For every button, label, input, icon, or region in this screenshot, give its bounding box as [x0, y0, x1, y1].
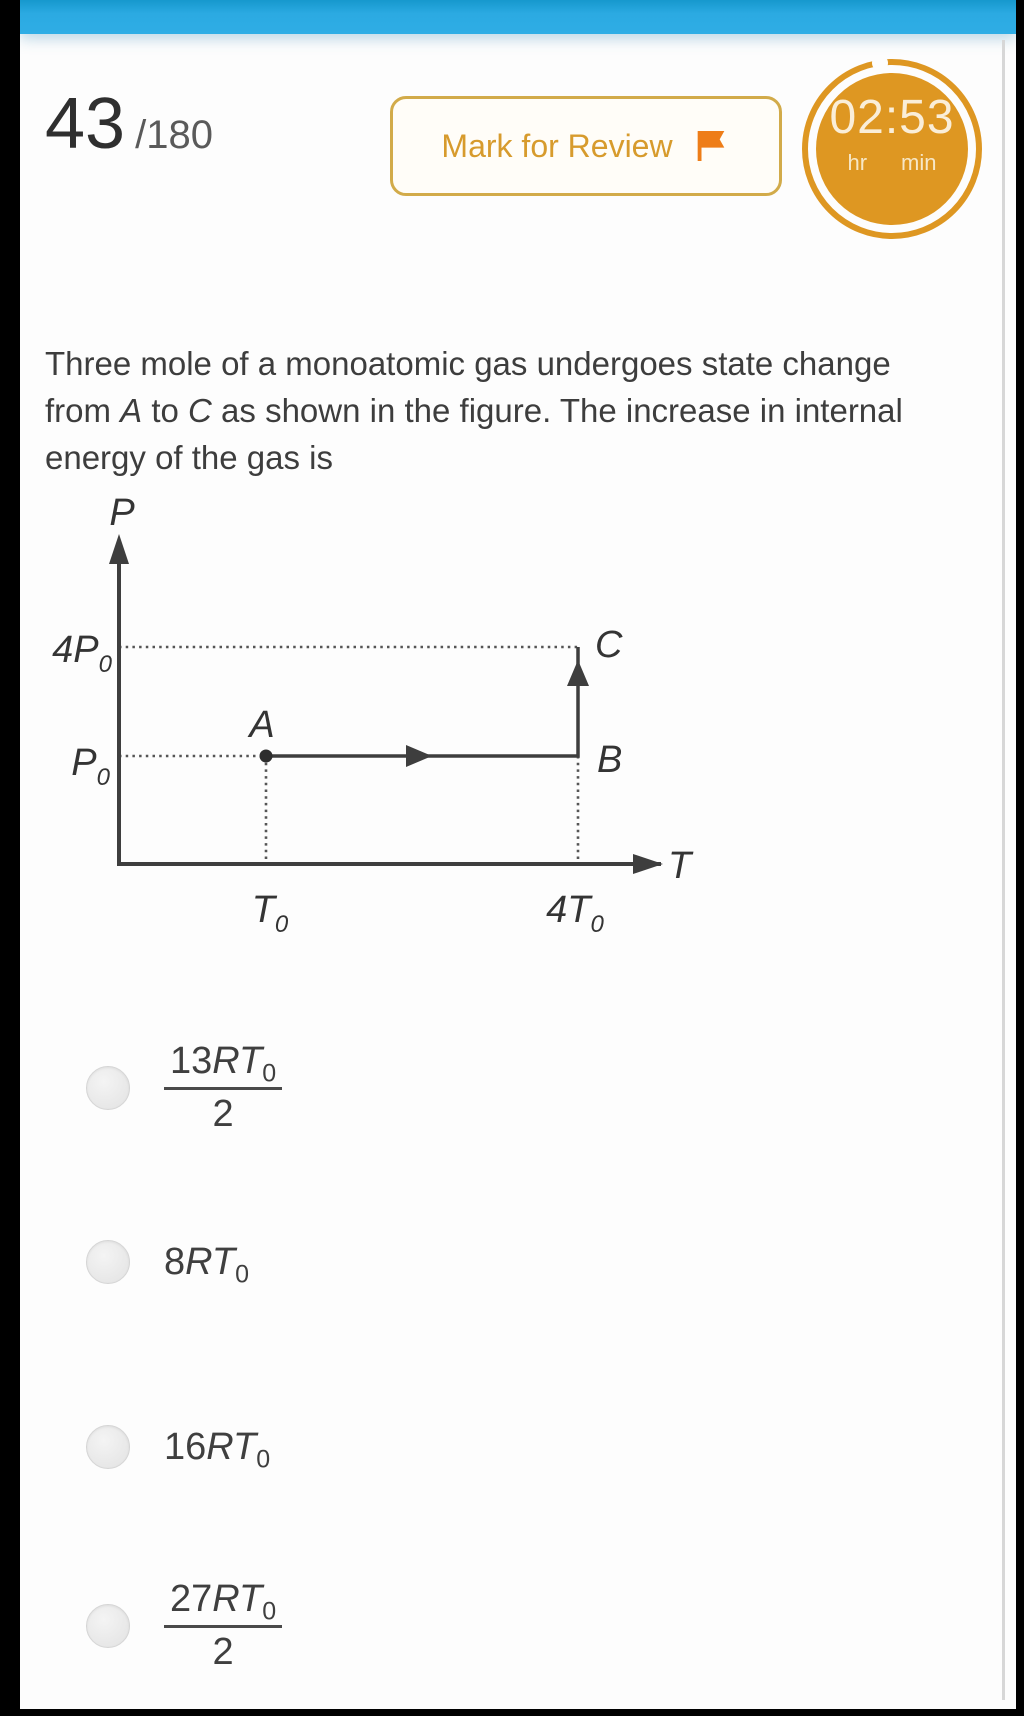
- figure-point-C-label: C: [595, 624, 623, 666]
- answer-option-4[interactable]: [86, 1568, 282, 1684]
- timer-ring-icon: [797, 54, 987, 244]
- question-text: [45, 340, 985, 481]
- question-line: Three mole of a monoatomic gas undergoes state change: [45, 345, 891, 382]
- radio-button[interactable]: [86, 1240, 130, 1284]
- mark-for-review-button[interactable]: [390, 96, 782, 196]
- option-formula: $\frac{13RT_0}{2}$: [164, 1040, 282, 1136]
- status-bar: [20, 0, 1016, 34]
- figure-point-B-label: B: [597, 739, 623, 781]
- figure-ytick-4P0: $4P_0$: [52, 629, 112, 678]
- content-area: [20, 0, 1016, 1709]
- timer-min-label: min: [901, 150, 937, 175]
- answer-option-3[interactable]: [86, 1419, 270, 1475]
- answer-option-2[interactable]: [86, 1234, 249, 1290]
- option-formula: $16RT_0$: [164, 1425, 271, 1474]
- radio-button[interactable]: [86, 1425, 130, 1469]
- answer-option-1[interactable]: [86, 1030, 282, 1146]
- option-formula: $8RT_0$: [164, 1240, 250, 1289]
- flag-icon: [691, 126, 731, 166]
- scrollbar-track[interactable]: [1002, 40, 1005, 1700]
- question-line: energy of the gas is: [45, 439, 334, 476]
- timer-units: [797, 150, 987, 176]
- option-formula: $\frac{27RT_0}{2}$: [164, 1578, 282, 1674]
- figure-point-A-label: A: [249, 704, 275, 746]
- question-counter: [45, 84, 213, 164]
- question-total: /180: [135, 113, 213, 157]
- radio-button[interactable]: [86, 1604, 130, 1648]
- question-line: from A to C as shown in the figure. The increase in internal: [45, 392, 903, 429]
- figure-ylabel: P: [109, 492, 135, 534]
- figure-xlabel: T: [668, 845, 692, 887]
- mark-for-review-label: Mark for Review: [441, 127, 673, 164]
- figure-xtick-T0: $T_0$: [251, 889, 289, 938]
- timer-hr-label: hr: [847, 150, 868, 175]
- pt-diagram: [40, 480, 720, 960]
- timer: [797, 54, 987, 244]
- timer-time: 02:53: [829, 91, 955, 144]
- question-number: 43: [45, 84, 126, 164]
- figure-ytick-P0: $P_0$: [71, 742, 110, 791]
- radio-button[interactable]: [86, 1066, 130, 1110]
- figure-xtick-4T0: $4T_0$: [546, 889, 604, 938]
